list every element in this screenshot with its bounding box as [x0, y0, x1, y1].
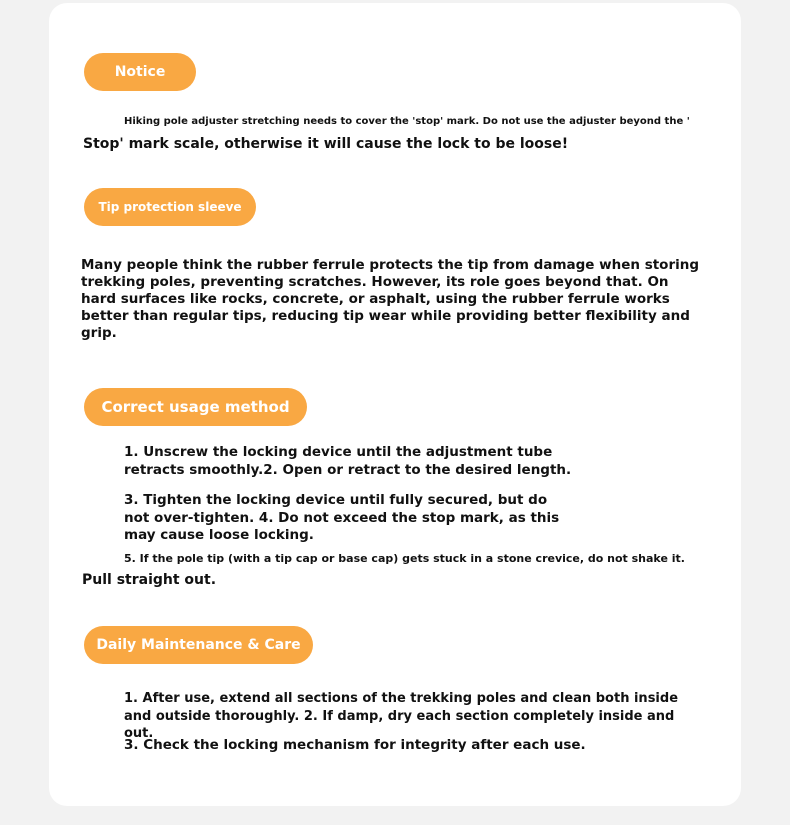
notice-text-line2: Stop' mark scale, otherwise it will cause the lock to be loose!	[83, 136, 569, 152]
tip-sleeve-badge	[84, 188, 256, 226]
usage-step-3: 3. Tighten the locking device until fully secured, but do not over-tighten. 4. Do not exceed the stop mark, as this may cause loose locking.	[124, 492, 560, 543]
notice-badge	[84, 53, 196, 91]
usage-step-1: 1. Unscrew the locking device until the adjustment tube retracts smoothly.2. Open or retract to the desired length.	[124, 444, 572, 478]
maintenance-step-3: 3. Check the locking mechanism for integrity after each use.	[124, 737, 586, 753]
tip-sleeve-paragraph: Many people think the rubber ferrule protects the tip from damage when storing trekking poles, preventing scratches. However, its role goes beyond that. On hard surfaces like rocks, concrete, or asphalt, using the rubber ferrule works better than regular tips, reducing tip wear while providing better flexibility and grip.	[81, 257, 700, 341]
notice-label: Notice	[114, 64, 166, 80]
usage-step-5-continued: Pull straight out.	[82, 572, 217, 588]
maintenance-step-1: 1. After use, extend all sections of the trekking poles and clean both inside and outside thoroughly. 2. If damp, dry each section completely inside and out.	[124, 691, 679, 741]
tip-sleeve-label: Tip protection sleeve	[98, 200, 242, 214]
usage-method-label: Correct usage method	[101, 398, 290, 416]
maintenance-badge	[84, 626, 313, 664]
maintenance-label: Daily Maintenance & Care	[96, 637, 301, 653]
usage-method-badge	[84, 388, 307, 426]
usage-step-5: 5. If the pole tip (with a tip cap or base cap) gets stuck in a stone crevice, do not shake it.	[124, 552, 685, 565]
notice-text-line1: Hiking pole adjuster stretching needs to cover the 'stop' mark. Do not use the adjuster beyond the '	[124, 116, 690, 127]
